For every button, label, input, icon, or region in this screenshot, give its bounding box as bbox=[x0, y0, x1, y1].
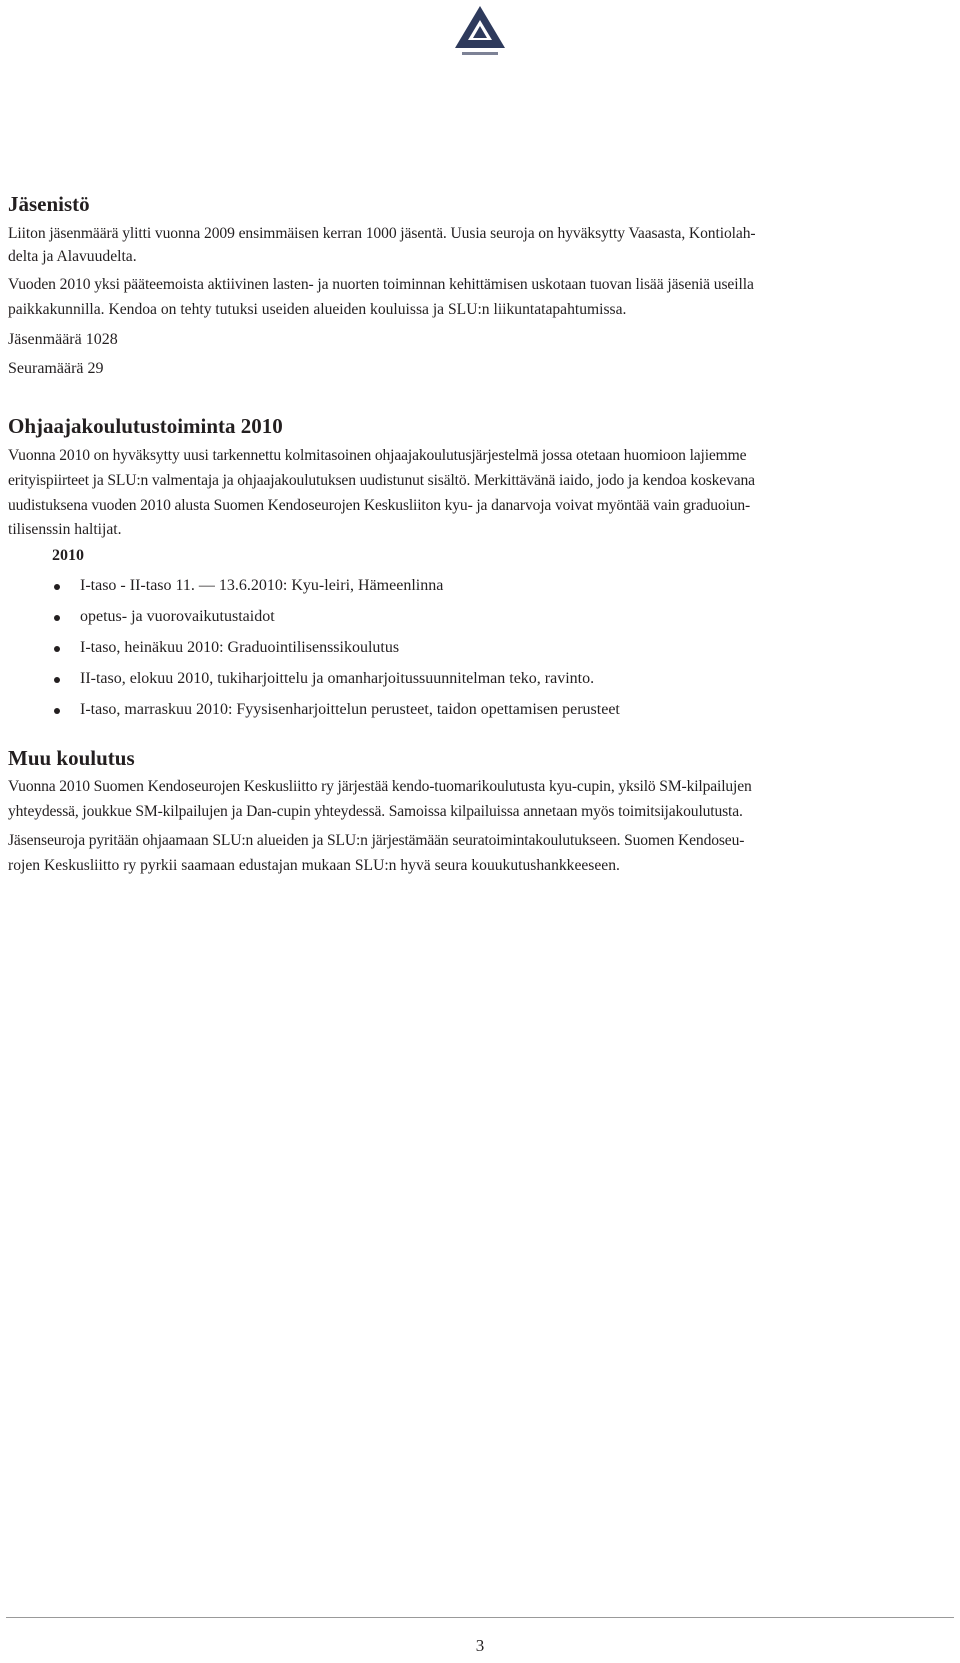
ohjaaja-line2: erityispiirteet ja SLU:n valmentaja ja ohjaajakoulutuksen uudistunut sisältö. Merkittävänä iaido, jodo ja kendoa koskevana bbox=[8, 472, 755, 489]
list-item-text: I-taso, marraskuu 2010: Fyysisenharjoittelun perusteet, taidon opettamisen perusteet bbox=[80, 701, 620, 718]
list-item bbox=[54, 607, 620, 638]
list-item-text: opetus- ja vuorovaikutustaidot bbox=[80, 608, 275, 625]
federation-logo bbox=[452, 4, 508, 60]
list-item bbox=[54, 638, 620, 669]
bullet-icon bbox=[54, 646, 60, 652]
section-title-muu-koulutus: Muu koulutus bbox=[8, 746, 135, 770]
section-title-jasenisto: Jäsenistö bbox=[8, 192, 90, 216]
jasenisto-para2-line1: Vuoden 2010 yksi pääteemoista aktiivinen lasten- ja nuorten toiminnan kehittämisen uskotaan tuovan lisää jäseniä useilla bbox=[8, 276, 754, 293]
member-count: Jäsenmäärä 1028 bbox=[8, 331, 118, 348]
list-item-text: II-taso, elokuu 2010, tukiharjoittelu ja omanharjoitussuunnitelman teko, ravinto. bbox=[80, 670, 595, 687]
section-title-ohjaajakoulutus: Ohjaajakoulutustoiminta 2010 bbox=[8, 414, 283, 438]
bullet-icon bbox=[54, 584, 60, 590]
ohjaaja-year-heading: 2010 bbox=[52, 547, 84, 564]
bullet-icon bbox=[54, 615, 60, 621]
page-number: 3 bbox=[475, 1636, 485, 1655]
muu-para2-line1: Jäsenseuroja pyritään ohjaamaan SLU:n alueiden ja SLU:n järjestämään seuratoimintakoulutukseen. Suomen Kendoseu- bbox=[8, 832, 745, 849]
ohjaaja-line1: Vuonna 2010 on hyväksytty uusi tarkennettu kolmitasoinen ohjaajakoulutusjärjestelmä jossa otetaan huomioon lajiemme bbox=[8, 447, 747, 464]
jasenisto-para1-line2: delta ja Alavuudelta. bbox=[8, 248, 137, 265]
club-count: Seuramäärä 29 bbox=[8, 360, 104, 377]
list-item-text: I-taso, heinäkuu 2010: Graduointilisenssikoulutus bbox=[80, 639, 400, 656]
training-list bbox=[54, 576, 620, 731]
ohjaaja-line3: uudistuksena vuoden 2010 alusta Suomen Kendoseurojen Keskusliiton kyu- ja danarvoja voivat myöntää vain graduoiun- bbox=[8, 497, 751, 514]
list-item bbox=[54, 700, 620, 731]
footer-divider bbox=[6, 1617, 954, 1618]
muu-para1-line1: Vuonna 2010 Suomen Kendoseurojen Keskusliitto ry järjestää kendo-tuomarikoulutusta kyu-cupin, yksilö SM-kilpailujen bbox=[8, 778, 752, 795]
muu-para2-line2: rojen Keskusliitto ry pyrkii saamaan edustajan mukaan SLU:n hyvä seura kouukutushankkeeseen. bbox=[8, 857, 620, 874]
bullet-icon bbox=[54, 708, 60, 714]
list-item-text: I-taso - II-taso 11. — 13.6.2010: Kyu-leiri, Hämeenlinna bbox=[80, 577, 444, 594]
ohjaaja-line4: tilisenssin haltijat. bbox=[8, 521, 122, 538]
list-item bbox=[54, 576, 620, 607]
muu-para1-line2: yhteydessä, joukkue SM-kilpailujen ja Dan-cupin yhteydessä. Samoissa kilpailuissa annetaan myös toimitsijakoulutusta. bbox=[8, 803, 743, 820]
jasenisto-para2-line2: paikkakunnilla. Kendoa on tehty tutuksi useiden alueiden kouluissa ja SLU:n liikuntatapahtumissa. bbox=[8, 301, 627, 318]
federation-triangle-logo-icon bbox=[452, 4, 508, 60]
list-item bbox=[54, 669, 620, 700]
bullet-icon bbox=[54, 677, 60, 683]
jasenisto-para1-line1: Liiton jäsenmäärä ylitti vuonna 2009 ensimmäisen kerran 1000 jäsentä. Uusia seuroja on hyväksytty Vaasasta, Kontiolah- bbox=[8, 225, 756, 242]
